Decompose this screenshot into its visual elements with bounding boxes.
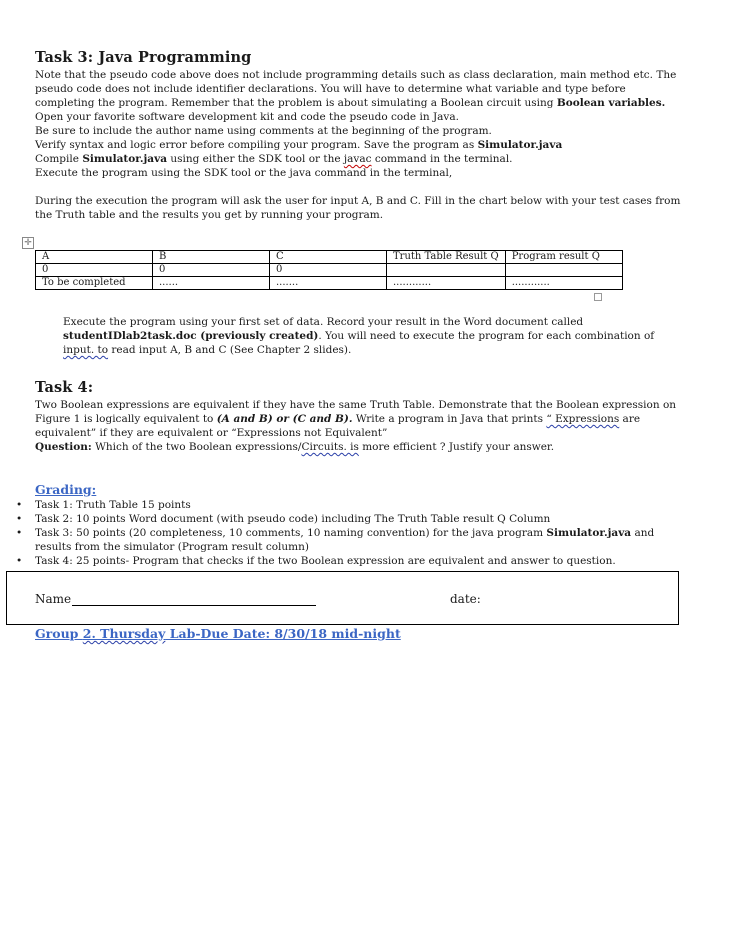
task3-line: Compile Simulator.java using either the SDK tool or the javac command in the terminal.	[35, 153, 513, 165]
grading-list	[16, 498, 656, 568]
task3-line: Execute the program using the SDK tool or the java command in the terminal,	[35, 167, 453, 179]
grading-heading[interactable]: Grading:	[35, 482, 97, 497]
table-cell[interactable]: 0	[270, 264, 387, 277]
table-cell[interactable]: ......	[153, 277, 270, 290]
table-cell[interactable]	[505, 264, 622, 277]
execution-paragraph: During the execution the program will ask the user for input A, B and C. Fill in the chart below with your test cases from the Truth table and the results you get by running your program.	[35, 195, 681, 221]
table-header-cell[interactable]: B	[153, 251, 270, 264]
task3-line: Open your favorite software development kit and code the pseudo code in Java.	[35, 111, 459, 123]
grammar-flag: “ Expressions	[546, 413, 620, 425]
spelling-flag: javac	[343, 153, 372, 165]
table-resize-handle[interactable]	[594, 293, 602, 301]
task4-body: Two Boolean expressions are equivalent if they have the same Truth Table. Demonstrate that the Boolean expression on Figure 1 is logically equivalent to (A and B) or (C and B). Write a program in Java that prints “ Expressions are equivalent” if they are equivalent or “Expressions not Equivalent” Question: Which of the two Boolean expressions/Circuits. is more efficient ? Justify your answer.	[35, 399, 677, 453]
table-cell[interactable]	[387, 264, 506, 277]
date-label: date:	[450, 592, 481, 606]
list-item: • Task 2: 10 points Word document (with pseudo code) including The Truth Table result Q Column	[16, 512, 656, 526]
table-row	[36, 277, 623, 290]
task4-heading: Task 4:	[35, 379, 94, 396]
table-header-cell[interactable]: Truth Table Result Q	[387, 251, 506, 264]
table-row	[36, 264, 623, 277]
list-item: • Task 1: Truth Table 15 points	[16, 498, 656, 512]
name-date-box	[6, 571, 679, 625]
table-cell[interactable]: .......	[270, 277, 387, 290]
grammar-flag: Circuits. is	[301, 441, 359, 453]
table-header-cell[interactable]: C	[270, 251, 387, 264]
task3-line: Verify syntax and logic error before compiling your program. Save the program as Simulator.java	[35, 139, 563, 151]
task3-line: pseudo code does not include identifier declarations. You will have to determine what variable and type before	[35, 83, 626, 95]
list-item: • Task 3: 50 points (20 completeness, 10 comments, 10 naming convention) for the java program Simulator.java and results from the simulator (Program result column)	[16, 526, 656, 554]
group-due-date[interactable]: Group 2. Thursday Lab-Due Date: 8/30/18 mid-night	[35, 626, 401, 641]
task3-line: Be sure to include the author name using comments at the beginning of the program.	[35, 125, 492, 137]
table-header-cell[interactable]: A	[36, 251, 153, 264]
instructions-paragraph: Execute the program using your first set of data. Record your result in the Word document called studentIDlab2task.doc (previously created). You will need to execute the program for each combination of input. to read input A, B and C (See Chapter 2 slides).	[63, 316, 655, 356]
table-move-handle-icon[interactable]: ✛	[22, 237, 34, 249]
name-input-line[interactable]	[72, 605, 316, 606]
task3-body	[35, 68, 676, 180]
task3-line: completing the program. Remember that the problem is about simulating a Boolean circuit using Boolean variables.	[35, 97, 666, 109]
table-header-cell[interactable]: Program result Q	[505, 251, 622, 264]
table-cell[interactable]: To be completed	[36, 277, 153, 290]
list-item: • Task 4: 25 points- Program that checks if the two Boolean expression are equivalent and answer to question.	[16, 554, 656, 568]
table-cell[interactable]: 0	[153, 264, 270, 277]
name-label: Name	[35, 592, 72, 606]
table-header-row	[36, 251, 623, 264]
truth-table	[35, 250, 623, 290]
task3-heading: Task 3: Java Programming	[35, 49, 252, 66]
grammar-flag: input. to	[63, 344, 109, 356]
table-cell[interactable]: ............	[387, 277, 506, 290]
task3-line: Note that the pseudo code above does not include programming details such as class declaration, main method etc. The	[35, 69, 677, 81]
table-cell[interactable]: 0	[36, 264, 153, 277]
table-cell[interactable]: ............	[505, 277, 622, 290]
